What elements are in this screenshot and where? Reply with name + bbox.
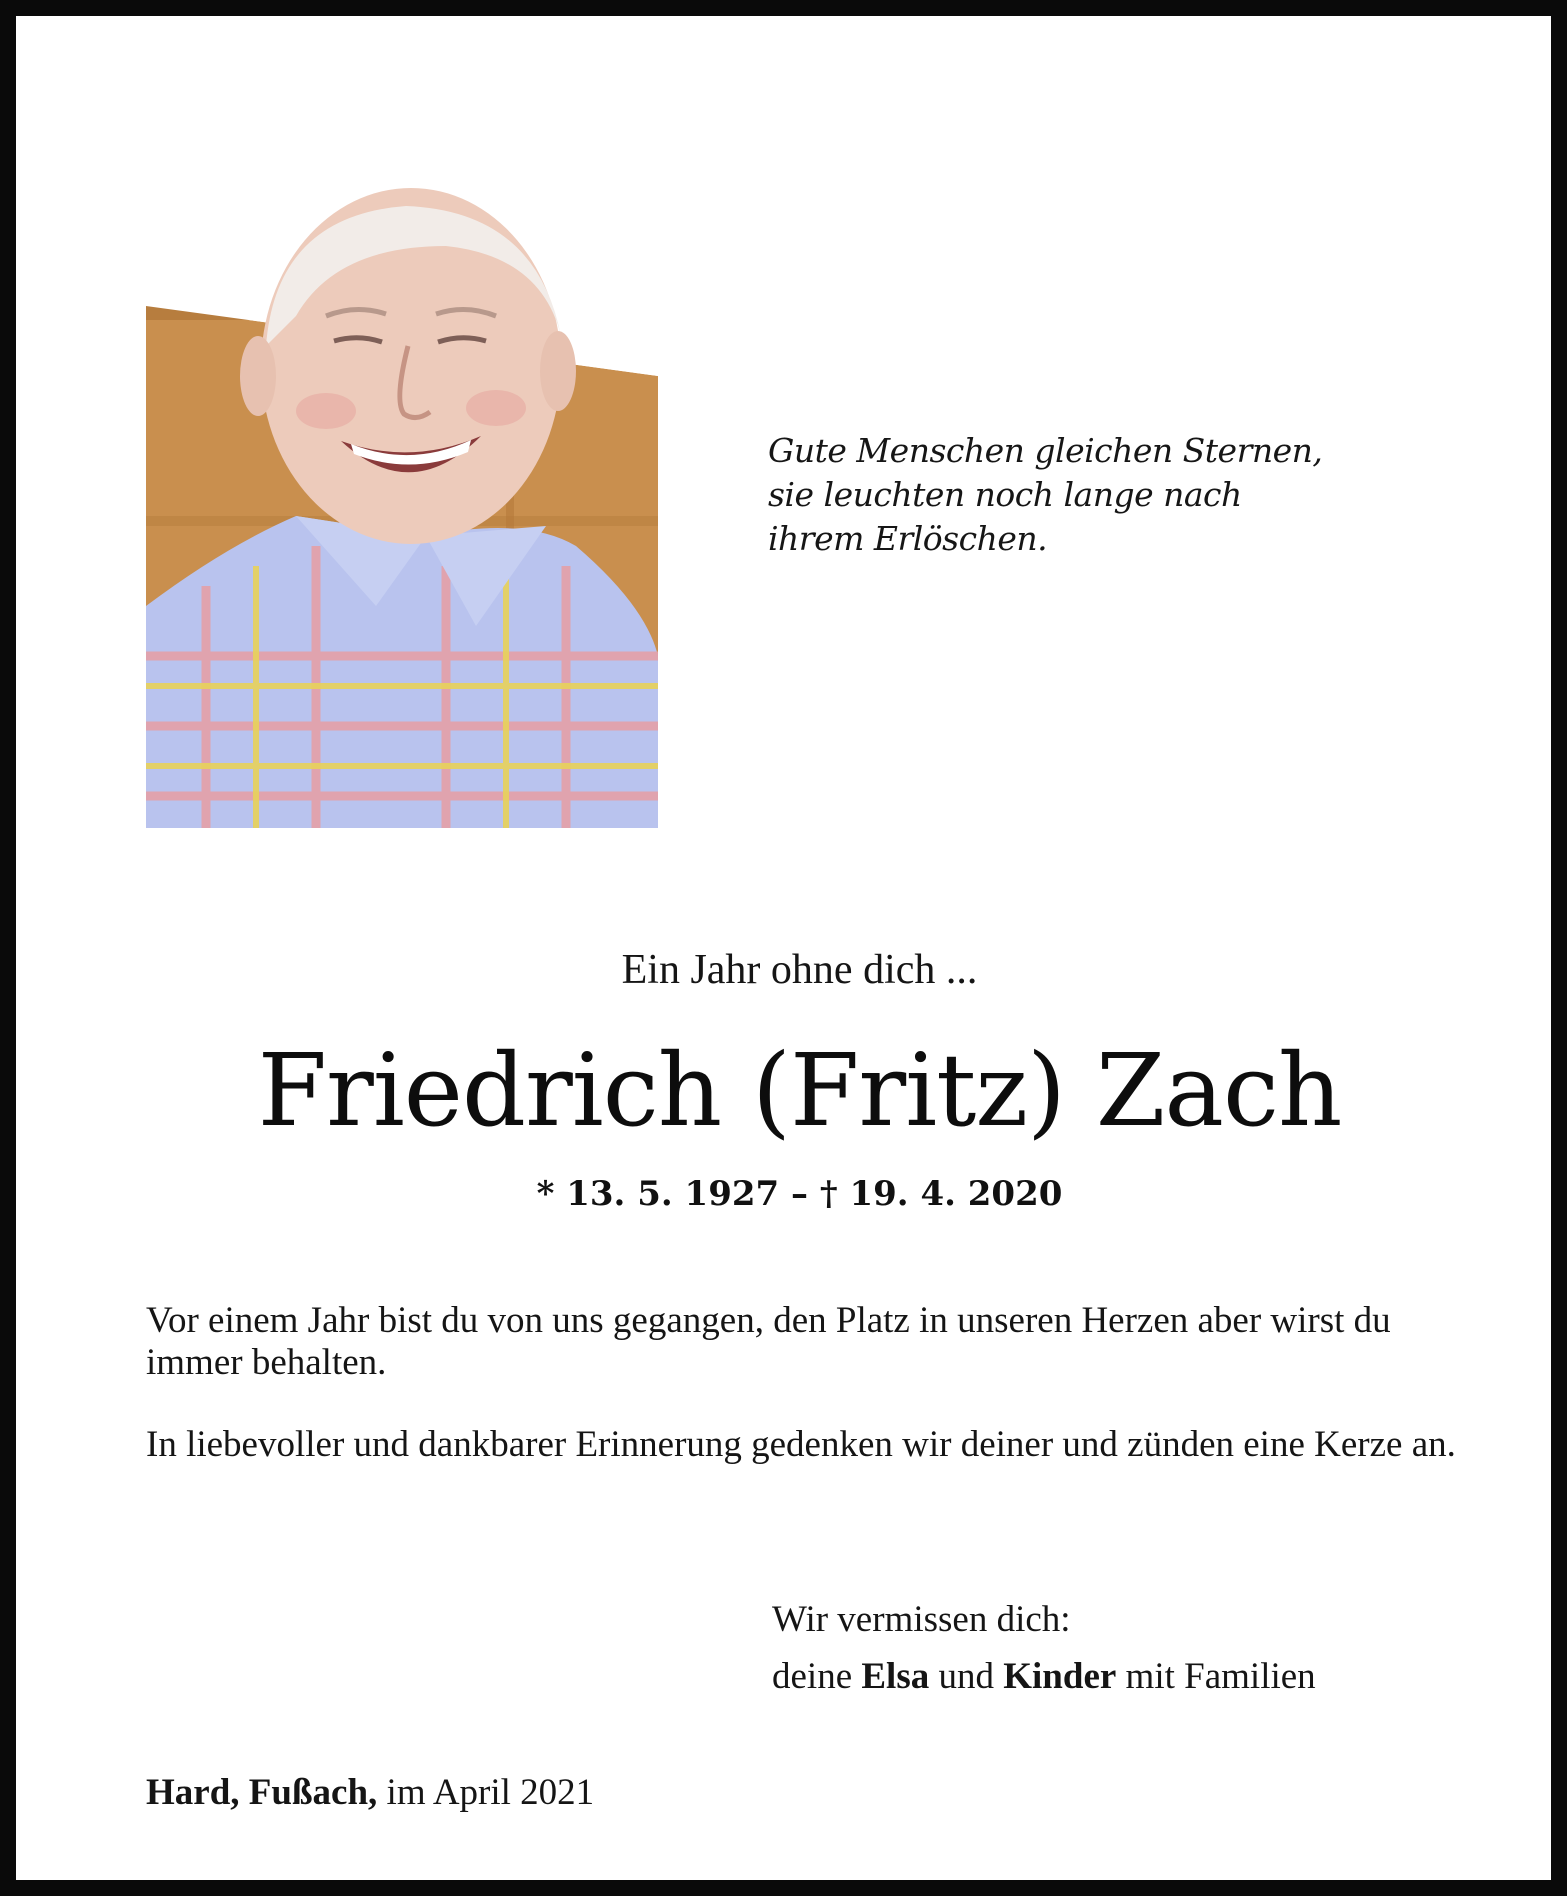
signature-block <box>772 1591 1316 1705</box>
memorial-quote <box>768 429 1328 561</box>
signature-line-2 <box>772 1648 1316 1705</box>
life-dates: * 13. 5. 1927 – † 19. 4. 2020 <box>536 1174 1063 1214</box>
quote-line-1: Gute Menschen gleichen Sternen, <box>768 431 1323 470</box>
quote-line-2: sie leuchten noch lange nach <box>768 475 1242 514</box>
signature-name-elsa: Elsa <box>861 1656 930 1697</box>
signature-mid: und <box>938 1656 994 1697</box>
portrait-photo <box>146 186 658 828</box>
memorial-paragraph-2: In liebevoller und dankbarer Erinnerung gedenken wir deiner und zünden eine Kerze an. <box>146 1424 1456 1465</box>
place-towns: Hard, Fußach, <box>146 1772 378 1813</box>
deceased-name: Friedrich (Fritz) Zach <box>257 1032 1342 1149</box>
signature-prefix: deine <box>772 1656 853 1697</box>
memorial-paragraph-1: Vor einem Jahr bist du von uns gegangen, den Platz in unseren Herzen aber wirst du immer behalten. <box>146 1300 1391 1383</box>
intro-line: Ein Jahr ohne dich ... <box>621 947 978 993</box>
signature-name-kinder: Kinder <box>1003 1656 1117 1697</box>
signature-line-1: Wir vermissen dich: <box>772 1599 1071 1640</box>
place-date-text: im April 2021 <box>386 1772 595 1813</box>
quote-line-3: ihrem Erlöschen. <box>768 519 1048 558</box>
signature-suffix: mit Familien <box>1125 1656 1316 1697</box>
place-date <box>146 1771 594 1814</box>
